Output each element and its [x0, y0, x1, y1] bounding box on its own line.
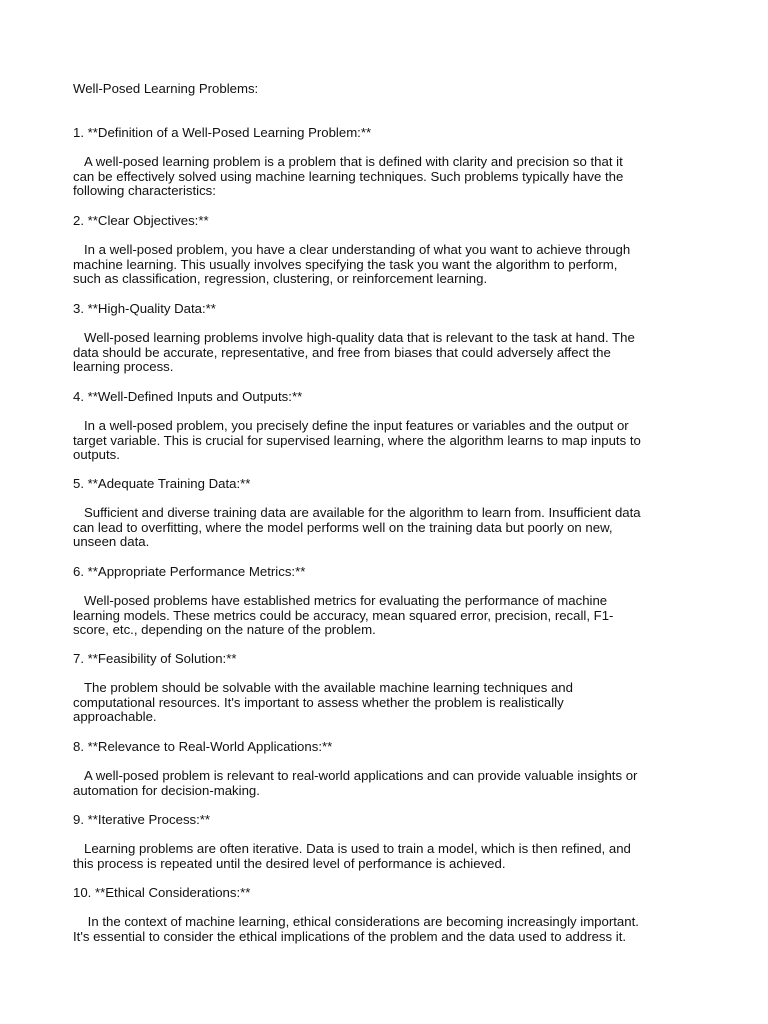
document-title: Well-Posed Learning Problems: — [73, 81, 259, 96]
section-heading: 2. **Clear Objectives:** — [73, 213, 209, 228]
section-ethical-considerations — [73, 886, 698, 944]
section-heading: 1. **Definition of a Well-Posed Learning Problem:** — [73, 125, 372, 140]
section-heading: 3. **High-Quality Data:** — [73, 301, 216, 316]
section-heading: 10. **Ethical Considerations:** — [73, 885, 251, 900]
section-heading: 4. **Well-Defined Inputs and Outputs:** — [73, 389, 303, 404]
section-iterative-process — [73, 813, 698, 871]
section-definition — [73, 126, 698, 199]
section-heading: 8. **Relevance to Real-World Applications:** — [73, 739, 333, 754]
section-body: In a well-posed problem, you precisely define the input features or variables and the output or target variable. This is crucial for supervised learning, where the algorithm learns to map inputs to outputs. — [73, 417, 641, 463]
section-heading: 9. **Iterative Process:** — [73, 812, 211, 827]
section-clear-objectives — [73, 214, 698, 287]
section-high-quality-data — [73, 302, 698, 375]
section-relevance — [73, 740, 698, 798]
section-feasibility — [73, 652, 698, 725]
section-body: Learning problems are often iterative. Data is used to train a model, which is then refined, and this process is repeated until the desired level of performance is achieved. — [73, 840, 631, 871]
section-body: Sufficient and diverse training data are available for the algorithm to learn from. Insufficient data can lead to overfitting, where the model performs well on the training data but poorly on new, unseen data. — [73, 504, 641, 550]
section-heading: 5. **Adequate Training Data:** — [73, 476, 251, 491]
section-body: Well-posed learning problems involve high-quality data that is relevant to the task at hand. The data should be accurate, representative, and free from biases that could adversely affect the learning process. — [73, 329, 635, 375]
section-heading: 7. **Feasibility of Solution:** — [73, 651, 237, 666]
section-inputs-outputs — [73, 390, 698, 463]
section-body: Well-posed problems have established metrics for evaluating the performance of machine learning models. These metrics could be accuracy, mean squared error, precision, recall, F1- score, etc., depending on the nature of the problem. — [73, 592, 614, 638]
section-body: The problem should be solvable with the available machine learning techniques and computational resources. It's important to assess whether the problem is realistically approachable. — [73, 679, 573, 725]
section-body: A well-posed learning problem is a problem that is defined with clarity and precision so that it can be effectively solved using machine learning techniques. Such problems typically have the following characteristics: — [73, 153, 624, 199]
section-body: A well-posed problem is relevant to real-world applications and can provide valuable insights or automation for decision-making. — [73, 767, 638, 798]
section-performance-metrics — [73, 565, 698, 638]
section-body: In a well-posed problem, you have a clear understanding of what you want to achieve through machine learning. This usually involves specifying the task you want the algorithm to perform, such as classification, regression, clustering, or reinforcement learning. — [73, 241, 631, 287]
section-body: In the context of machine learning, ethical considerations are becoming increasingly important. It's essential to consider the ethical implications of the problem and the data used to address it. — [73, 913, 639, 944]
section-heading: 6. **Appropriate Performance Metrics:** — [73, 564, 306, 579]
section-training-data — [73, 477, 698, 550]
